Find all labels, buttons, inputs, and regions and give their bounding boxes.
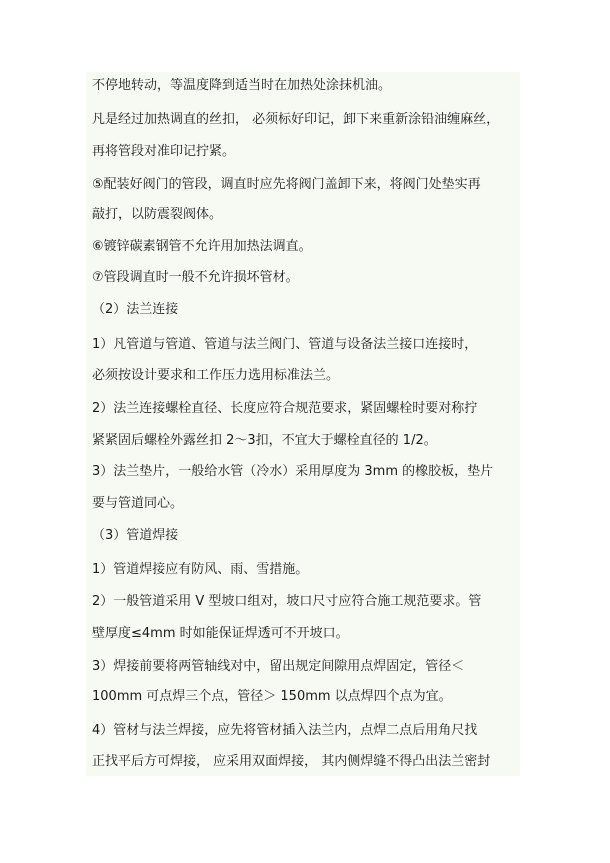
text-line: 1）凡管道与管道、管道与法兰阀门、管道与设备法兰接口连接时， <box>92 337 478 352</box>
text-line: 必须按设计要求和工作压力选用标准法兰。 <box>92 368 340 383</box>
text-line: 不停地转动，等温度降到适当时在加热处涂抹机油。 <box>92 78 392 93</box>
section-heading: （2）法兰连接 <box>92 302 179 317</box>
text-line: 再将管段对准印记拧紧。 <box>92 144 236 159</box>
text-line: 凡是经过加热调直的丝扣， 必须标好印记，卸下来重新涂铅油缠麻丝， <box>92 112 500 127</box>
text-line: 2）法兰连接螺栓直径、长度应符合规范要求，紧固螺栓时要对称拧 <box>92 401 478 416</box>
text-line: 3）法兰垫片，一般给水管（冷水）采用厚度为 3mm 的橡胶板，垫片 <box>92 464 494 479</box>
text-line: 1）管道焊接应有防风、雨、雪措施。 <box>92 562 309 577</box>
text-line: ⑥镀锌碳素钢管不允许用加热法调直。 <box>92 239 312 254</box>
text-line: 正找平后方可焊接， 应采用双面焊接， 其内侧焊缝不得凸出法兰密封 <box>92 754 491 769</box>
text-line: 100mm 可点焊三个点，管径＞ 150mm 以点焊四个点为宜。 <box>92 689 452 704</box>
text-line: 敲打，以防震裂阀体。 <box>92 207 223 222</box>
text-line: 壁厚度≤4mm 时如能保证焊透可不开坡口。 <box>92 626 349 641</box>
text-line: 2）一般管道采用 V 型坡口组对，坡口尺寸应符合施工规范要求。管 <box>92 594 482 609</box>
text-line: ⑦管段调直时一般不允许损坏管材。 <box>92 270 299 285</box>
text-line: 3）焊接前要将两管轴线对中，留出规定间隙用点焊固定，管径＜ <box>92 659 465 674</box>
text-block <box>86 72 520 776</box>
text-line: 4）管材与法兰焊接，应先将管材插入法兰内，点焊二点后用角尺找 <box>92 723 478 738</box>
text-line: ⑤配装好阀门的管段，调直时应先将阀门盖卸下来，将阀门处垫实再 <box>92 177 481 192</box>
section-heading: （3）管道焊接 <box>92 528 179 543</box>
text-line: 紧紧固后螺栓外露丝扣 2～3扣，不宜大于螺栓直径的 1/2。 <box>92 433 437 448</box>
text-line: 要与管道同心。 <box>92 496 184 511</box>
